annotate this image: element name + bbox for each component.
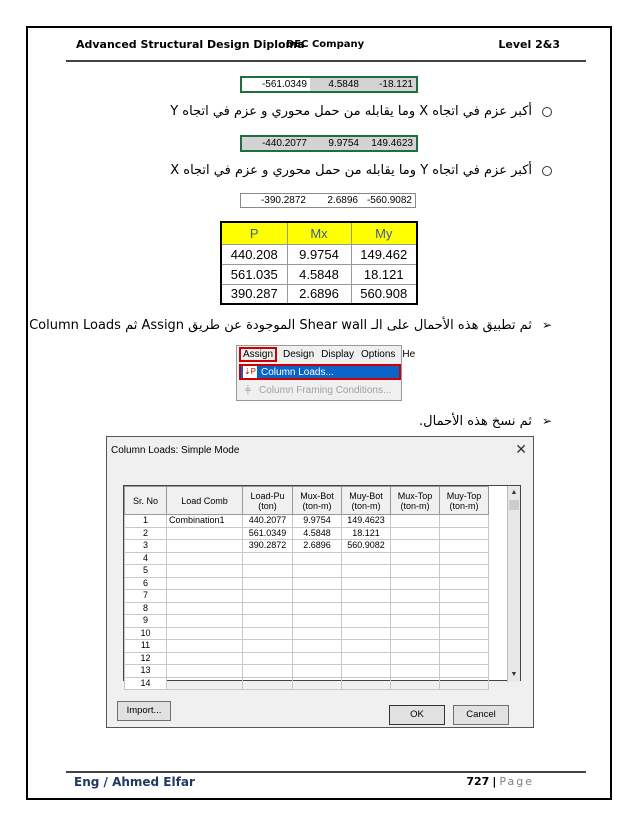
- grid-column-header: Mux-Top (ton-m): [391, 487, 440, 515]
- table-row: [125, 540, 489, 553]
- grid-cell[interactable]: Combination1: [167, 515, 243, 528]
- table-row: [125, 577, 489, 590]
- menu-design[interactable]: Design: [283, 348, 315, 360]
- close-icon[interactable]: ✕: [515, 441, 527, 457]
- grid-cell[interactable]: [342, 677, 391, 690]
- row-number: 14: [125, 677, 167, 690]
- grid-cell[interactable]: [440, 590, 489, 603]
- scroll-down-icon[interactable]: ▼: [510, 671, 518, 678]
- footer-page: [466, 775, 534, 788]
- value-box-3: [240, 193, 416, 208]
- grid-cell[interactable]: [167, 577, 243, 590]
- menu-item-column-loads[interactable]: [239, 364, 401, 380]
- grid-cell[interactable]: [342, 652, 391, 665]
- table-row: [125, 640, 489, 653]
- grid-cell[interactable]: [391, 627, 440, 640]
- grid-cell[interactable]: [167, 552, 243, 565]
- grid-cell[interactable]: 2.6896: [293, 540, 342, 553]
- page-header: [70, 34, 560, 56]
- loads-grid: [123, 485, 521, 688]
- dialog-title: Column Loads: Simple Mode: [111, 445, 240, 456]
- grid-cell[interactable]: [342, 615, 391, 628]
- grid-cell[interactable]: [167, 540, 243, 553]
- row-number: 6: [125, 577, 167, 590]
- grid-cell[interactable]: [391, 552, 440, 565]
- grid-cell[interactable]: [167, 677, 243, 690]
- row-number: 3: [125, 540, 167, 553]
- menu-display[interactable]: Display: [321, 348, 354, 360]
- menu-item-label: Column Framing Conditions...: [259, 384, 392, 396]
- menu-help[interactable]: He: [402, 348, 416, 360]
- row-number: 5: [125, 565, 167, 578]
- grid-cell[interactable]: [243, 652, 293, 665]
- grid-cell[interactable]: [293, 565, 342, 578]
- pmm-summary-table: [220, 221, 418, 305]
- framing-icon: ╪: [245, 385, 251, 394]
- footer-divider: [66, 771, 586, 773]
- grid-cell[interactable]: [167, 565, 243, 578]
- value-cell: 4.5848: [310, 78, 362, 91]
- grid-cell[interactable]: [391, 590, 440, 603]
- value-box-2: [240, 135, 418, 152]
- table-header: My: [351, 222, 417, 244]
- grid-cell[interactable]: [342, 590, 391, 603]
- grid-cell[interactable]: [293, 665, 342, 678]
- column-loads-dialog: [106, 436, 534, 728]
- table-row: [125, 677, 489, 690]
- row-number: 8: [125, 602, 167, 615]
- table-cell: 4.5848: [287, 264, 351, 284]
- grid-cell[interactable]: [440, 565, 489, 578]
- value-cell: 9.9754: [310, 137, 362, 150]
- bullet-text: ثم تطبيق هذه الأحمال على الـ Shear wall الموجودة عن طريق Assign ثم Column Loads: [29, 318, 532, 333]
- menu-bar: [237, 346, 416, 362]
- grid-cell[interactable]: [440, 577, 489, 590]
- grid-cell[interactable]: [293, 652, 342, 665]
- row-number: 13: [125, 665, 167, 678]
- grid-cell[interactable]: [342, 665, 391, 678]
- table-row: [125, 665, 489, 678]
- grid-column-header: Mux-Bot (ton-m): [293, 487, 342, 515]
- value-cell: -560.9082: [366, 195, 412, 206]
- grid-cell[interactable]: [391, 615, 440, 628]
- grid-cell[interactable]: [391, 602, 440, 615]
- grid-cell[interactable]: [440, 515, 489, 528]
- grid-column-header: Load-Pu (ton): [243, 487, 293, 515]
- table-cell: 2.6896: [287, 284, 351, 304]
- grid-cell[interactable]: [167, 590, 243, 603]
- grid-cell[interactable]: [342, 640, 391, 653]
- circle-bullet-icon: [542, 166, 552, 176]
- grid-cell[interactable]: [167, 652, 243, 665]
- grid-cell[interactable]: [293, 590, 342, 603]
- arrow-bullet-icon: ➢: [541, 318, 552, 332]
- grid-cell[interactable]: [342, 565, 391, 578]
- page-number: 727: [466, 775, 490, 788]
- import-button[interactable]: Import...: [117, 701, 171, 721]
- table-row: [125, 652, 489, 665]
- table-cell: 440.208: [221, 244, 287, 264]
- page-word: Page: [499, 775, 534, 788]
- assign-menu-screenshot: [236, 345, 416, 401]
- grid-cell[interactable]: [243, 577, 293, 590]
- grid-column-header: Load Comb: [167, 487, 243, 515]
- grid-cell[interactable]: 560.9082: [342, 540, 391, 553]
- table-row: [125, 515, 489, 528]
- table-cell: 561.035: [221, 264, 287, 284]
- grid-column-header: Sr. No: [125, 487, 167, 515]
- table-row: [125, 527, 489, 540]
- footer-author: Eng / Ahmed Elfar: [74, 775, 195, 789]
- table-row: [125, 565, 489, 578]
- circle-bullet-icon: [542, 107, 552, 117]
- grid-cell[interactable]: [167, 615, 243, 628]
- value-cell: -390.2872: [260, 195, 306, 206]
- value-cell: -440.2077: [242, 137, 310, 150]
- value-cell: -18.121: [362, 78, 416, 91]
- grid-cell[interactable]: [293, 615, 342, 628]
- grid-cell[interactable]: [293, 577, 342, 590]
- grid-column-header: Muy-Bot (ton-m): [342, 487, 391, 515]
- grid-cell[interactable]: 9.9754: [293, 515, 342, 528]
- table-cell: 18.121: [351, 264, 417, 284]
- grid-cell[interactable]: [243, 665, 293, 678]
- value-cell: 2.6896: [327, 195, 358, 206]
- bullet-apply-loads: [29, 318, 552, 333]
- grid-cell[interactable]: 149.4623: [342, 515, 391, 528]
- bullet-max-moment-y: [170, 163, 552, 178]
- row-number: 9: [125, 615, 167, 628]
- grid-cell[interactable]: 561.0349: [243, 527, 293, 540]
- grid-cell[interactable]: [167, 627, 243, 640]
- row-number: 2: [125, 527, 167, 540]
- menu-item-label: Column Loads...: [261, 366, 334, 378]
- grid-cell[interactable]: [391, 665, 440, 678]
- loads-table: [124, 486, 489, 690]
- value-box-1: [240, 76, 418, 93]
- grid-cell[interactable]: [243, 615, 293, 628]
- table-row: [125, 627, 489, 640]
- grid-cell[interactable]: [293, 552, 342, 565]
- scroll-thumb[interactable]: [509, 500, 519, 510]
- table-row: [125, 552, 489, 565]
- grid-cell[interactable]: [440, 527, 489, 540]
- grid-cell[interactable]: [391, 515, 440, 528]
- table-header: P: [221, 222, 287, 244]
- scroll-up-icon[interactable]: ▲: [510, 489, 518, 496]
- table-row: [125, 602, 489, 615]
- table-cell: 390.287: [221, 284, 287, 304]
- grid-cell[interactable]: [391, 540, 440, 553]
- table-row: [125, 615, 489, 628]
- grid-cell[interactable]: 4.5848: [293, 527, 342, 540]
- table-row: [125, 590, 489, 603]
- grid-cell[interactable]: [293, 627, 342, 640]
- grid-cell[interactable]: [243, 640, 293, 653]
- grid-cell[interactable]: [167, 527, 243, 540]
- table-cell: 560.908: [351, 284, 417, 304]
- bullet-text: أكبر عزم في اتجاه X وما يقابله من حمل محوري و عزم في اتجاه Y: [170, 104, 532, 119]
- grid-cell[interactable]: [167, 640, 243, 653]
- table-cell: 149.462: [351, 244, 417, 264]
- grid-cell[interactable]: [391, 527, 440, 540]
- grid-cell[interactable]: 440.2077: [243, 515, 293, 528]
- footer-separator: |: [492, 775, 497, 788]
- grid-cell[interactable]: [440, 640, 489, 653]
- grid-column-header: Muy-Top (ton-m): [440, 487, 489, 515]
- menu-assign[interactable]: Assign: [239, 347, 277, 362]
- value-cell: 149.4623: [362, 137, 416, 150]
- grid-cell[interactable]: [391, 652, 440, 665]
- grid-cell[interactable]: [391, 640, 440, 653]
- grid-cell[interactable]: [440, 602, 489, 615]
- ok-button[interactable]: OK: [389, 705, 445, 725]
- table-cell: 9.9754: [287, 244, 351, 264]
- grid-cell[interactable]: [167, 602, 243, 615]
- grid-cell[interactable]: [391, 677, 440, 690]
- grid-cell[interactable]: [342, 627, 391, 640]
- grid-cell[interactable]: [293, 602, 342, 615]
- bullet-max-moment-x: [170, 104, 552, 119]
- grid-cell[interactable]: [440, 540, 489, 553]
- grid-cell[interactable]: [391, 577, 440, 590]
- grid-cell[interactable]: [243, 552, 293, 565]
- row-number: 7: [125, 590, 167, 603]
- grid-cell[interactable]: 390.2872: [243, 540, 293, 553]
- row-number: 11: [125, 640, 167, 653]
- column-load-icon: ⇣P: [243, 367, 257, 376]
- grid-cell[interactable]: [342, 577, 391, 590]
- header-level: Level 2&3: [498, 38, 560, 51]
- grid-cell[interactable]: [167, 665, 243, 678]
- row-number: 12: [125, 652, 167, 665]
- grid-cell[interactable]: [243, 627, 293, 640]
- grid-cell[interactable]: [342, 552, 391, 565]
- arrow-bullet-icon: ➢: [541, 414, 552, 428]
- grid-cell[interactable]: [243, 602, 293, 615]
- menu-item-column-framing[interactable]: [239, 382, 401, 398]
- grid-cell[interactable]: [440, 652, 489, 665]
- grid-cell[interactable]: [391, 565, 440, 578]
- table-row: [221, 264, 417, 284]
- grid-cell[interactable]: [342, 602, 391, 615]
- table-header: Mx: [287, 222, 351, 244]
- header-course-title: Advanced Structural Design Diploma: [76, 38, 305, 51]
- grid-cell[interactable]: [440, 552, 489, 565]
- grid-cell[interactable]: [293, 677, 342, 690]
- grid-cell[interactable]: [293, 640, 342, 653]
- cancel-button[interactable]: Cancel: [453, 705, 509, 725]
- bullet-text: ثم نسخ هذه الأحمال.: [419, 414, 532, 429]
- grid-cell[interactable]: [243, 590, 293, 603]
- value-cell: -561.0349: [261, 79, 307, 90]
- grid-cell[interactable]: [440, 665, 489, 678]
- table-row: [221, 244, 417, 264]
- bullet-copy-loads: [419, 414, 552, 429]
- grid-cell[interactable]: [243, 565, 293, 578]
- grid-cell[interactable]: [440, 677, 489, 690]
- grid-cell[interactable]: [440, 627, 489, 640]
- row-number: 1: [125, 515, 167, 528]
- row-number: 10: [125, 627, 167, 640]
- menu-options[interactable]: Options: [360, 348, 396, 360]
- grid-cell[interactable]: 18.121: [342, 527, 391, 540]
- header-divider: [66, 60, 586, 62]
- grid-cell[interactable]: [243, 677, 293, 690]
- grid-cell[interactable]: [440, 615, 489, 628]
- vertical-scrollbar[interactable]: [507, 486, 520, 682]
- bullet-text: أكبر عزم في اتجاه Y وما يقابله من حمل محوري و عزم في اتجاه X: [170, 163, 532, 178]
- header-company: DEC Company: [286, 39, 365, 50]
- table-row: [221, 284, 417, 304]
- row-number: 4: [125, 552, 167, 565]
